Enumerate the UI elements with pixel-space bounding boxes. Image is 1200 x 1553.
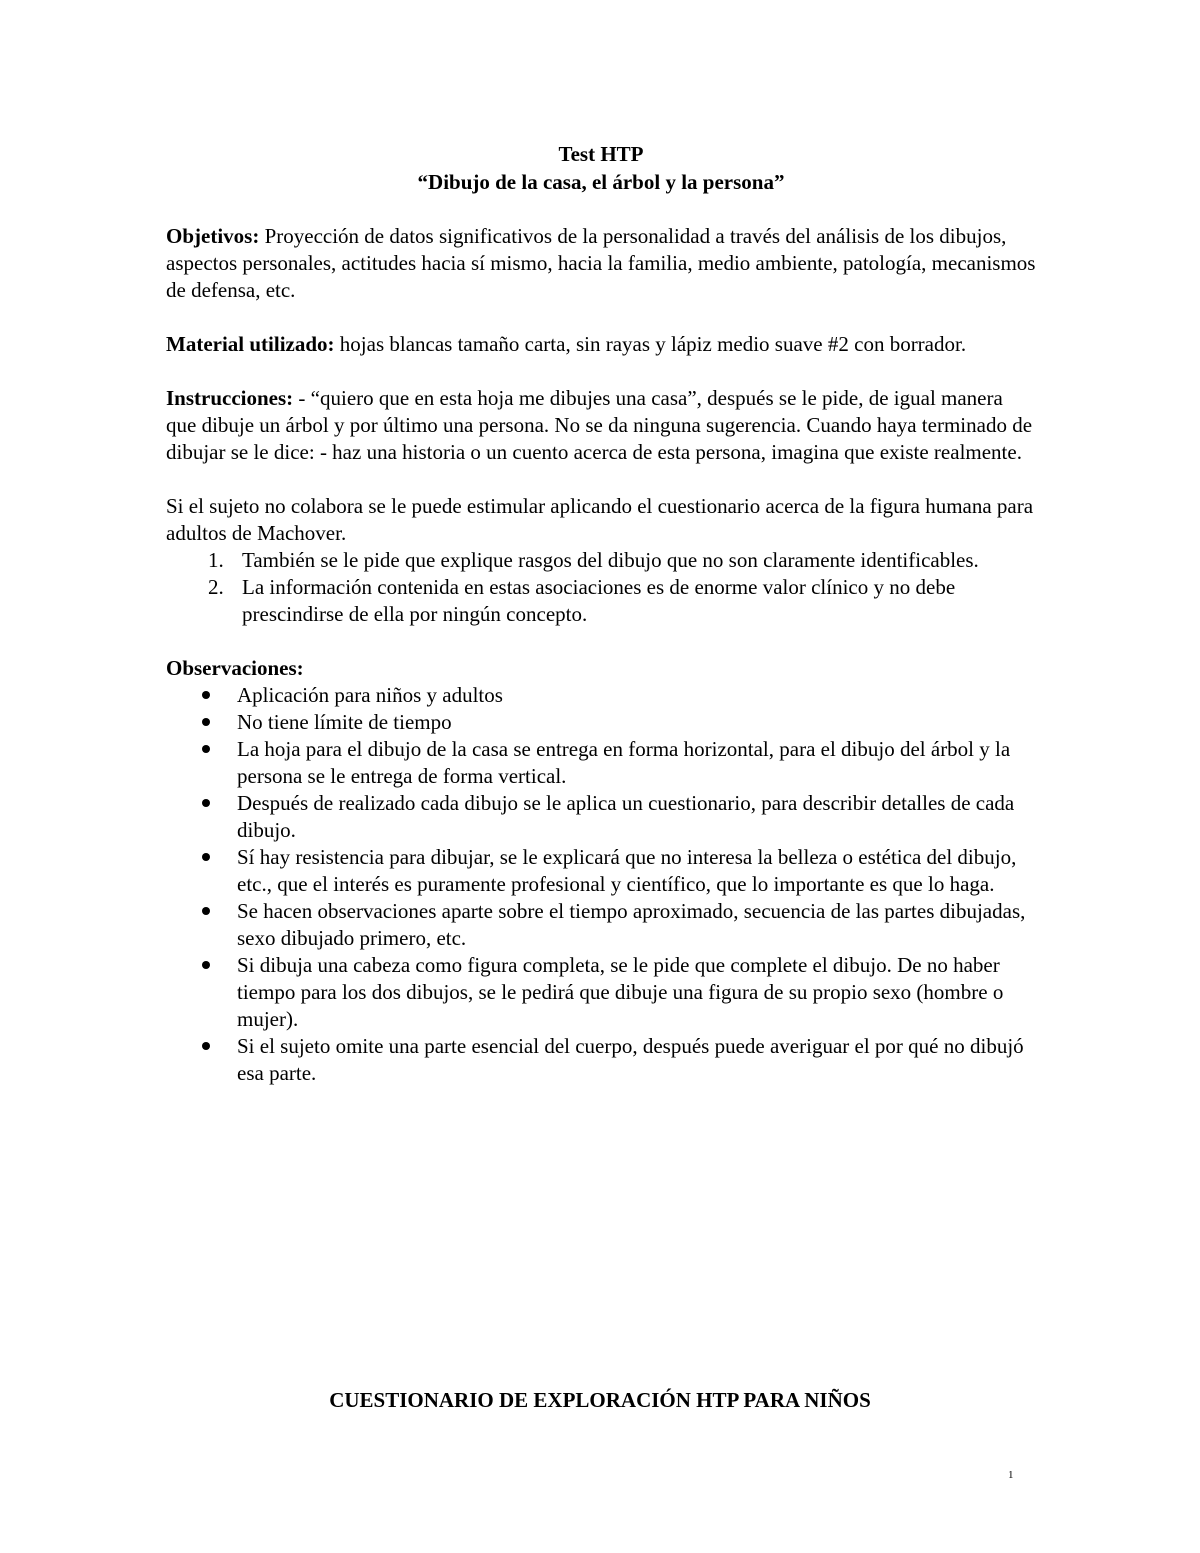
material-text: hojas blancas tamaño carta, sin rayas y lápiz medio suave #2 con borrador. [334, 332, 967, 356]
section-heading: CUESTIONARIO DE EXPLORACIÓN HTP PARA NIÑOS [329, 1388, 871, 1412]
objetivos-label: Objetivos: [166, 224, 260, 248]
list-item-text: No tiene límite de tiempo [237, 710, 452, 734]
list-item [166, 547, 1036, 574]
list-item [166, 1033, 1036, 1087]
list-item [166, 790, 1036, 844]
list-item [166, 952, 1036, 1033]
bullet-icon [202, 907, 210, 915]
list-item-text: Si el sujeto omite una parte esencial del cuerpo, después puede averiguar el por qué no dibujó esa parte. [237, 1034, 1024, 1085]
list-item [166, 736, 1036, 790]
material-paragraph [166, 331, 1036, 358]
bullet-icon [202, 853, 210, 861]
list-number: 2. [208, 575, 224, 599]
list-item-text: Después de realizado cada dibujo se le aplica un cuestionario, para describir detalles de cada dibujo. [237, 791, 1015, 842]
list-item [166, 709, 1036, 736]
list-item [166, 682, 1036, 709]
list-item-text: La información contenida en estas asociaciones es de enorme valor clínico y no debe prescindirse de ella por ningún concepto. [242, 575, 956, 626]
bullet-icon [202, 799, 210, 807]
instrucciones-label: Instrucciones: [166, 386, 294, 410]
title-block [166, 140, 1036, 196]
list-item [166, 844, 1036, 898]
numbered-list [166, 547, 1036, 628]
document-body [166, 140, 1036, 1087]
bullet-icon [202, 961, 210, 969]
list-item-text: Se hacen observaciones aparte sobre el tiempo aproximado, secuencia de las partes dibujadas, sexo dibujado primero, etc. [237, 899, 1026, 950]
instrucciones-paragraph [166, 385, 1036, 466]
estimulo-paragraph: Si el sujeto no colabora se le puede estimular aplicando el cuestionario acerca de la figura humana para adultos de Machover. [166, 494, 1034, 545]
observaciones-label: Observaciones: [166, 656, 304, 680]
material-label: Material utilizado: [166, 332, 335, 356]
list-item-text: La hoja para el dibujo de la casa se entrega en forma horizontal, para el dibujo del árbol y la persona se le entrega de forma vertical. [237, 737, 1011, 788]
page-number: 1 [1008, 1469, 1014, 1481]
list-number: 1. [208, 548, 224, 572]
list-item-text: Si dibuja una cabeza como figura completa, se le pide que complete el dibujo. De no haber tiempo para los dos dibujos, se le pedirá que dibuje una figura de su propio sexo (hombre o mujer). [237, 953, 1004, 1031]
document-subtitle: “Dibujo de la casa, el árbol y la persona” [417, 170, 785, 194]
bullet-icon [202, 691, 210, 699]
list-item [166, 898, 1036, 952]
observaciones-heading [166, 655, 1036, 682]
list-item-text: Aplicación para niños y adultos [237, 683, 503, 707]
bullet-icon [202, 745, 210, 753]
objetivos-text: Proyección de datos significativos de la personalidad a través del análisis de los dibujos, aspectos personales, actitudes hacia sí mismo, hacia la familia, medio ambiente, patología, mecanismos de defensa, etc. [166, 224, 1036, 302]
observaciones-list [166, 682, 1036, 1087]
bullet-icon [202, 718, 210, 726]
objetivos-paragraph [166, 223, 1036, 304]
list-item-text: Sí hay resistencia para dibujar, se le explicará que no interesa la belleza o estética del dibujo, etc., que el interés es puramente profesional y científico, que lo importante es que lo haga. [237, 845, 1017, 896]
bullet-icon [202, 1042, 210, 1050]
instrucciones-text: - “quiero que en esta hoja me dibujes una casa”, después se le pide, de igual manera que dibuje un árbol y por último una persona. No se da ninguna sugerencia. Cuando haya terminado de dibujar se le dice: - haz una historia o un cuento acerca de esta persona, imagina que existe realmente. [166, 386, 1033, 464]
list-item-text: También se le pide que explique rasgos del dibujo que no son claramente identificables. [242, 548, 979, 572]
list-item [166, 574, 1036, 628]
document-title: Test HTP [558, 142, 644, 166]
